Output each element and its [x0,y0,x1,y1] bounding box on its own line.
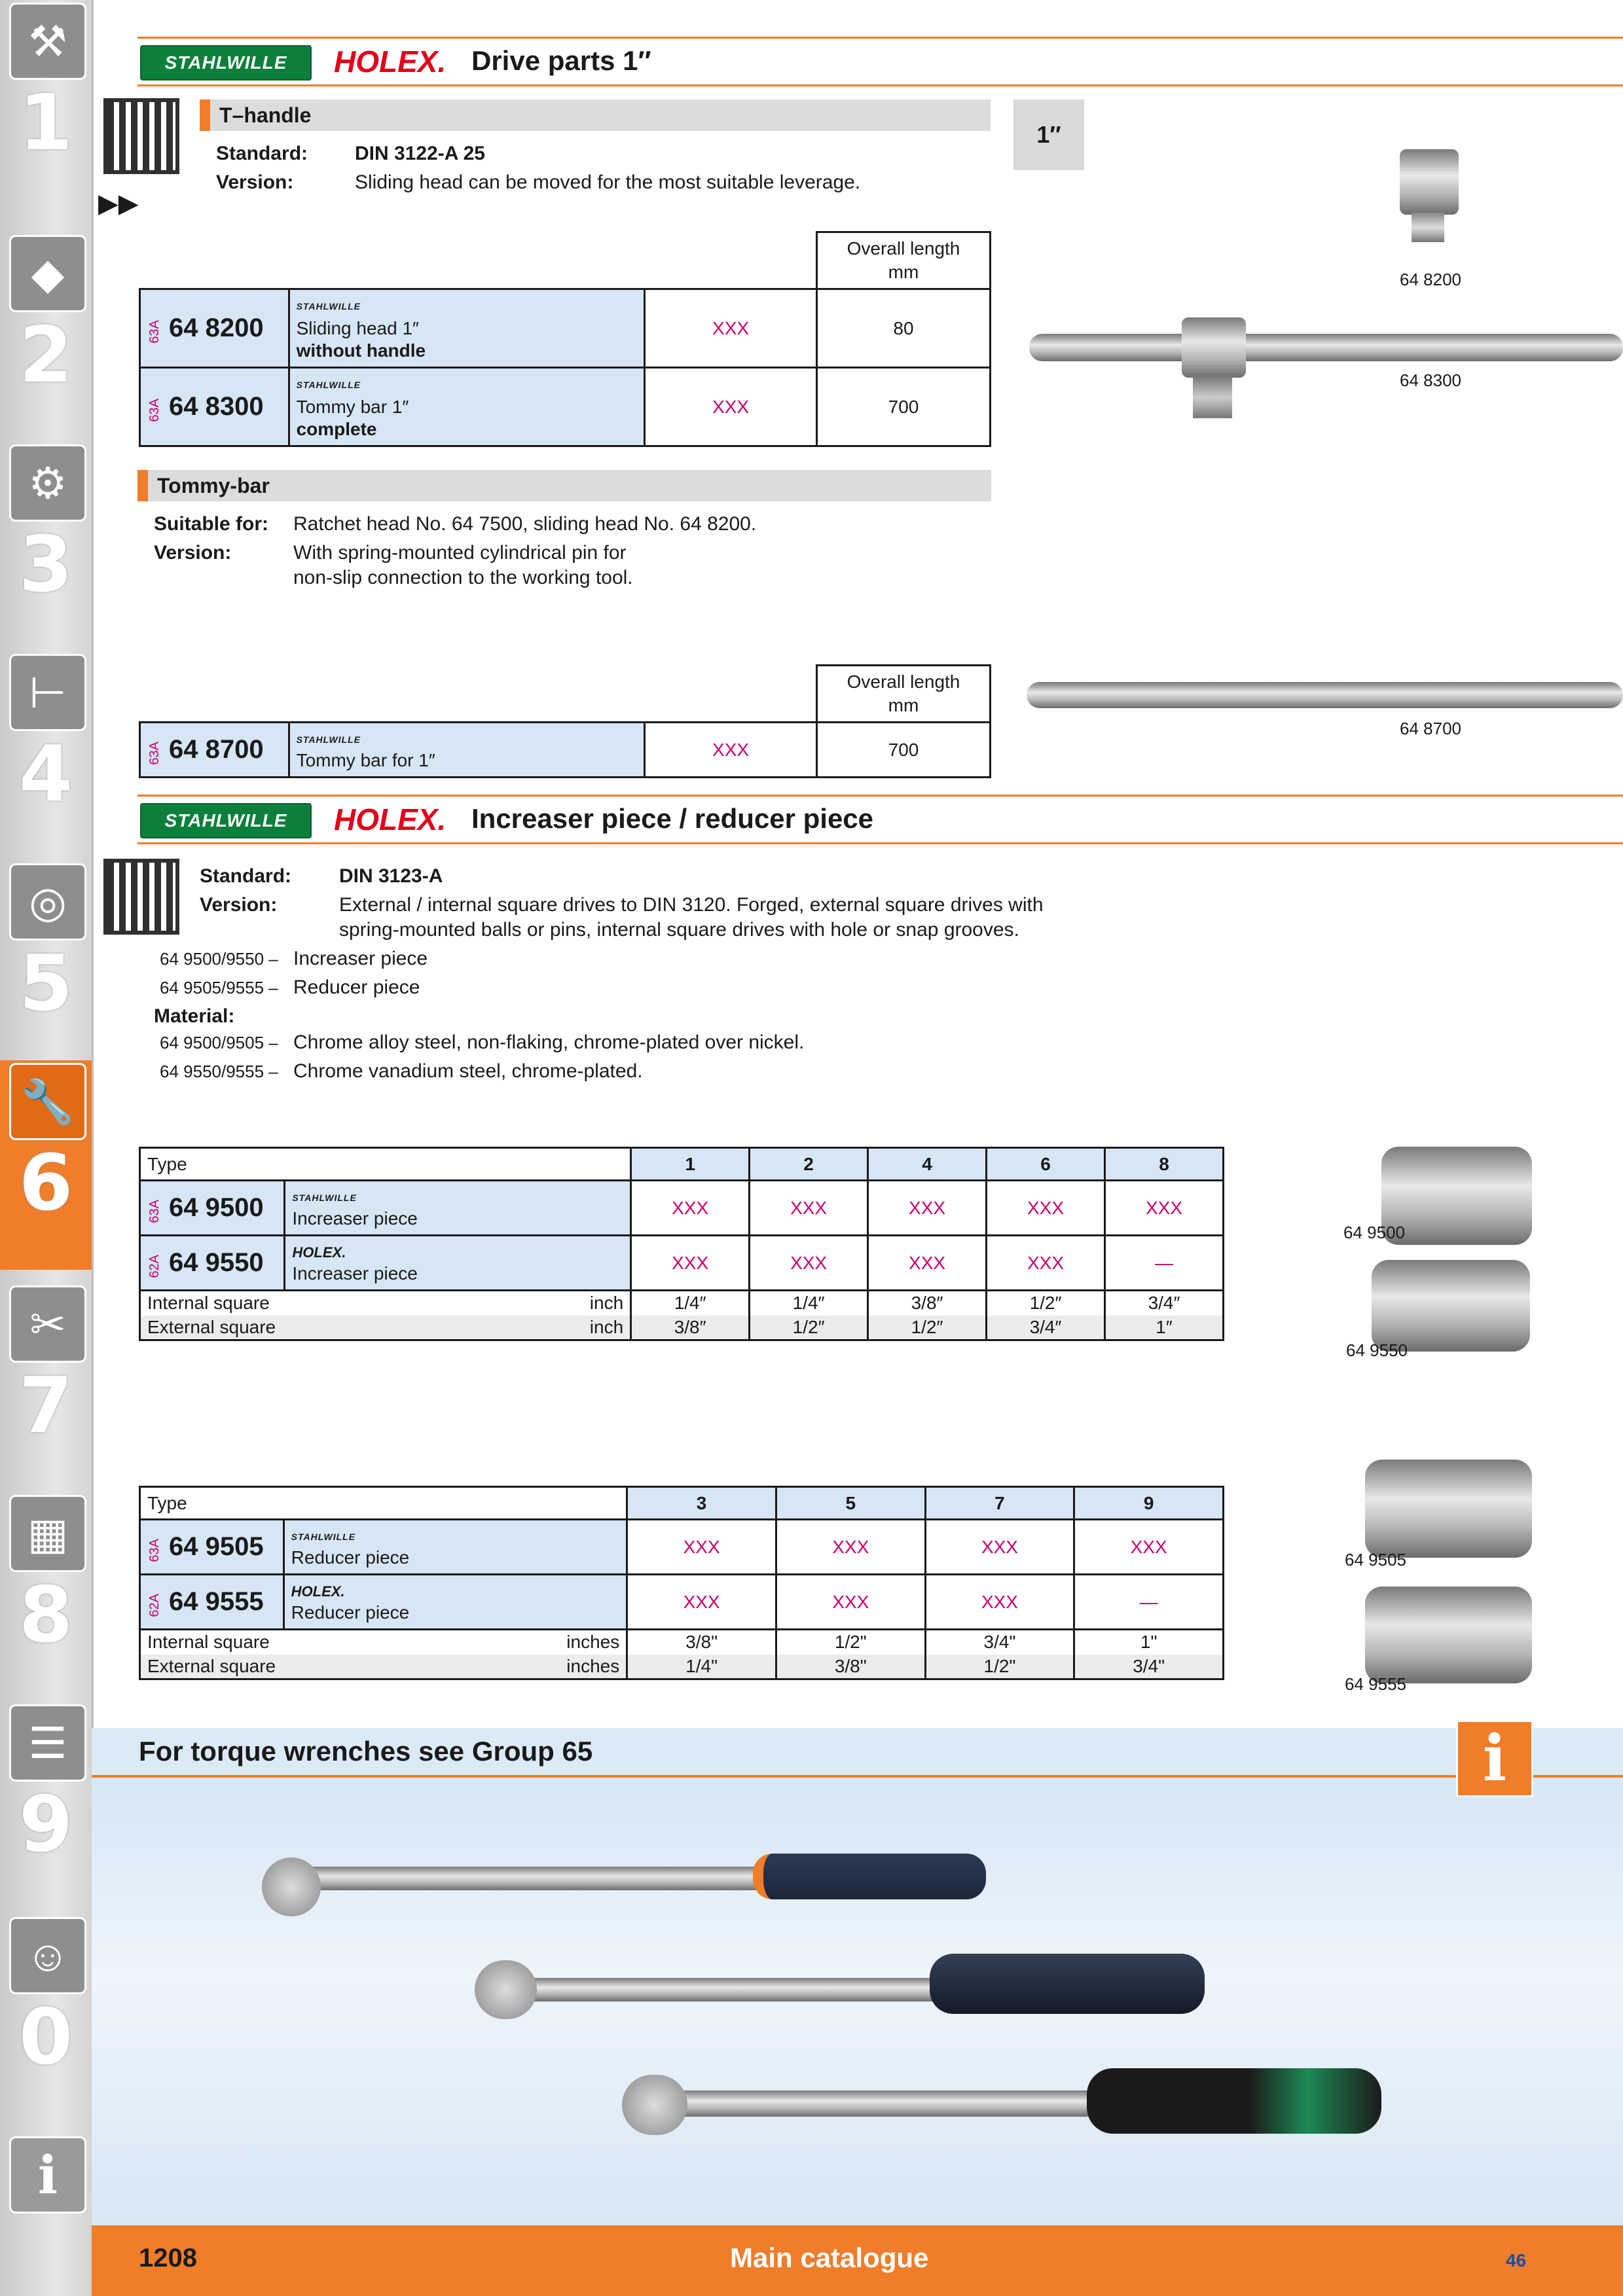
external-square: 3/4″ [987,1316,1105,1340]
fast-forward-icon[interactable]: ▶▶ [98,189,139,218]
version-value: Sliding head can be moved for the most suitable leverage. [355,171,861,193]
sidebar-group-4[interactable] [0,651,92,861]
sidebar-group-8[interactable] [0,1492,92,1702]
external-square: 1/2″ [868,1316,987,1340]
overall-length: 700 [816,368,990,446]
price-code: 63A [147,1538,162,1562]
image-label: 64 8300 [1400,370,1461,390]
description-bold: without handle [296,340,426,361]
price-code: 63A [147,741,162,765]
caliper-icon: ⊢ [29,668,67,717]
qr-code-icon[interactable] [103,859,179,935]
range-code: 64 9550/9555 – [160,1062,278,1081]
range-text: Increaser piece [293,948,428,969]
type-label: Type [140,1487,627,1520]
external-square-label: External square [147,1316,276,1337]
stahlwille-mini-logo: STAHLWILLE [291,1531,356,1542]
type-header: 1 [631,1148,750,1181]
table-row[interactable] [140,1236,1224,1291]
image-label: 64 9505 [1345,1550,1406,1570]
type-header: 7 [925,1487,1074,1520]
sidebar-group-info[interactable] [0,2134,92,2225]
price-code: 63A [147,319,162,344]
external-square: 1″ [1104,1316,1223,1340]
section-title: Increaser piece / reducer piece [471,803,874,834]
description: Tommy bar 1″ [296,396,409,417]
price: XXX [645,723,817,778]
thandle-bar: T–handle [200,99,991,131]
info-icon: i [37,2144,58,2206]
price: — [1074,1575,1224,1630]
price: XXX [631,1236,750,1291]
sidebar-group-number: 1 [18,77,73,168]
ratchet-head-icon [262,1857,321,1916]
price: XXX [750,1236,868,1291]
range-text: Chrome vanadium steel, chrome-plated. [293,1060,643,1082]
sidebar-group-number: 5 [18,938,73,1028]
table-row[interactable] [140,723,991,778]
standard-value: DIN 3123-A [339,865,443,887]
type-header: 9 [1074,1487,1224,1520]
image-label: 64 8200 [1400,270,1461,289]
info-icon[interactable]: i [1456,1720,1533,1797]
stahlwille-mini-logo: STAHLWILLE [292,1192,357,1203]
price: XXX [925,1520,1074,1575]
price: XXX [627,1575,776,1630]
description-bold: complete [296,418,377,439]
catalogue-title: Main catalogue [730,2242,929,2273]
external-square: 3/8" [776,1655,925,1679]
section-header-increaser [137,795,1623,844]
price-code: 63A [147,1199,162,1223]
type-label: Type [140,1148,631,1181]
stahlwille-mini-logo: STAHLWILLE [296,734,361,745]
sidebar-group-7[interactable] [0,1283,92,1492]
price-code: 63A [147,398,162,422]
torque-wrench-2-handle [930,1954,1205,2014]
price: XXX [750,1181,868,1236]
unit-label: inch [589,1293,624,1314]
external-square: 1/2" [925,1655,1074,1679]
sliding-head-on-bar [1182,317,1246,378]
drill-icon: ⚒ [28,17,67,65]
description: Increaser piece [292,1263,418,1283]
price: XXX [1074,1520,1224,1575]
reducer-table [139,1486,1224,1680]
saw-blade-icon: ◎ [29,878,67,926]
sidebar-group-number: 2 [18,310,73,400]
price: XXX [987,1181,1105,1236]
section-title: Drive parts 1″ [471,45,651,76]
sidebar-group-number: 9 [18,1779,73,1869]
version-label: Version: [154,542,232,564]
internal-square: 1/4″ [631,1291,750,1316]
increaser-table [139,1147,1224,1341]
standard-label: Standard: [216,143,308,164]
sidebar-group-number: 3 [18,519,73,609]
thandle-table [139,231,991,447]
type-header: 8 [1104,1148,1223,1181]
price-code: 62A [147,1593,162,1617]
description: Reducer piece [291,1547,410,1568]
holex-logo: HOLEX. [334,45,447,79]
type-header: 3 [627,1487,776,1520]
sidebar-group-3[interactable] [0,442,92,651]
safety-icon: ☺ [26,1931,70,1980]
version-line-1: External / internal square drives to DIN 3120. Forged, external square drives with [339,894,1044,916]
tommy-bar-bar: Tommy-bar [137,470,991,501]
article-number: 64 8300 [169,391,264,421]
sidebar-group-number: 8 [18,1570,73,1660]
image-label: 64 9555 [1345,1674,1406,1694]
price: XXX [627,1520,776,1575]
price: XXX [776,1575,925,1630]
internal-square-label: Internal square [147,1293,270,1314]
table-row[interactable] [140,1520,1224,1575]
tommy-bar-image [1027,682,1623,708]
sidebar-group-number: 4 [18,728,73,819]
description: Increaser piece [292,1208,418,1229]
external-square: 3/8″ [631,1316,750,1340]
sidebar-group-number: 0 [18,1992,73,2082]
price: XXX [631,1181,750,1236]
reducer-piece-image [1365,1460,1532,1558]
range-code: 64 9505/9555 – [160,978,278,997]
price: — [1104,1236,1223,1291]
description: Tommy bar for 1″ [296,749,435,770]
type-header: 5 [776,1487,925,1520]
version-line-2: non-slip connection to the working tool. [293,567,633,588]
tap-icon: ⚙ [28,459,67,507]
unit-label: inches [566,1655,620,1676]
image-label: 64 9550 [1346,1340,1408,1360]
article-number: 64 9505 [169,1532,264,1561]
holex-logo: HOLEX. [334,802,447,836]
torque-wrench-2-shaft [498,1978,969,2001]
range-code: 64 9500/9550 – [160,949,278,969]
internal-square: 1/4″ [750,1291,868,1316]
section-header-drive-parts [137,37,1623,86]
stahlwille-logo: STAHLWILLE [140,45,312,81]
external-square: 1/4" [627,1655,776,1679]
article-number: 64 8200 [169,313,264,342]
internal-square: 3/4" [925,1630,1074,1655]
sidebar-group-1[interactable] [0,0,92,209]
version-line-2: spring-mounted balls or pins, internal square drives with hole or snap grooves. [339,919,1019,941]
version-line-1: With spring-mounted cylindrical pin for [293,542,627,564]
sidebar-group-6[interactable] [0,1060,92,1270]
group-sidebar [0,0,94,2296]
standard-label: Standard: [200,865,292,887]
ratchet-head-icon [622,2075,687,2135]
range-text: Reducer piece [293,977,420,998]
type-header: 2 [750,1148,868,1181]
price: XXX [925,1575,1074,1630]
range-code: 64 9500/9505 – [160,1033,278,1052]
table-row[interactable] [140,1575,1224,1630]
ratchet-head-icon [475,1960,537,2019]
price: XXX [776,1520,925,1575]
torque-wrench-3-shaft [648,2090,1120,2117]
table-row[interactable] [140,1181,1224,1236]
internal-square: 1/2″ [987,1291,1105,1316]
price: XXX [868,1236,987,1291]
unit-label: inches [566,1632,620,1653]
tommy-bar-table [139,664,991,778]
sidebar-group-5[interactable] [0,861,92,1070]
version-label: Version: [200,894,278,916]
sidebar-group-2[interactable] [0,232,92,442]
toolbox-icon: ▦ [27,1509,69,1558]
banner-text: For torque wrenches see Group 65 [139,1736,593,1767]
holex-mini-logo: HOLEX. [292,1244,346,1261]
standard-value: DIN 3122-A 25 [355,143,485,164]
internal-square: 3/8" [627,1630,776,1655]
description: Reducer piece [291,1602,410,1623]
description: Sliding head 1″ [296,317,419,338]
suitable-value: Ratchet head No. 64 7500, sliding head No. 64 8200. [293,513,757,535]
image-label: 64 9500 [1343,1223,1405,1242]
external-square-label: External square [147,1655,276,1676]
type-header: 6 [987,1148,1105,1181]
torque-wrench-banner [92,1728,1623,2225]
internal-square: 1" [1074,1630,1224,1655]
overall-length: 700 [816,723,990,778]
table-row[interactable] [140,289,991,368]
reducer-piece-holex-image [1365,1587,1532,1683]
article-number: 64 9555 [169,1587,264,1616]
internal-square: 1/2" [776,1630,925,1655]
material-label: Material: [154,1005,235,1027]
insert-icon: ◆ [31,249,65,298]
stahlwille-logo: STAHLWILLE [140,803,312,838]
torque-wrench-1-shaft [275,1867,773,1890]
type-header: 4 [868,1148,987,1181]
torque-wrench-1-handle [753,1854,986,1899]
internal-square-label: Internal square [147,1632,270,1653]
sidebar-group-number: 7 [18,1360,73,1450]
overall-length-header: Overall length mm [816,232,990,289]
price-code: 62A [147,1254,162,1278]
wrench-icon: 🔧 [20,1077,75,1126]
sidebar-group-0[interactable] [0,1914,92,2124]
internal-square: 3/4″ [1104,1291,1223,1316]
sidebar-group-9[interactable] [0,1702,92,1911]
article-number: 64 9550 [169,1247,264,1277]
price: XXX [645,289,817,368]
qr-code-icon[interactable] [103,98,179,174]
sliding-head-square [1412,213,1444,242]
internal-square: 3/8″ [868,1291,987,1316]
overall-length: 80 [816,289,990,368]
suitable-label: Suitable for: [154,513,269,535]
group-number: 46 [1506,2250,1527,2270]
drive-square [1193,376,1232,418]
external-square: 1/2″ [750,1316,868,1340]
price: XXX [987,1236,1105,1291]
price: XXX [868,1181,987,1236]
overall-length-header: Overall length mm [816,666,990,723]
sliding-head-image [1400,149,1459,215]
increaser-piece-holex-image [1372,1260,1530,1352]
page-number: 1208 [139,2244,197,2272]
version-label: Version: [216,171,294,193]
drive-size-badge: 1″ [1013,99,1084,170]
holex-mini-logo: HOLEX. [291,1583,345,1600]
stahlwille-mini-logo: STAHLWILLE [296,300,361,312]
external-square: 3/4" [1074,1655,1224,1679]
page-footer [92,2225,1623,2296]
range-text: Chrome alloy steel, non-flaking, chrome-plated over nickel. [293,1031,805,1053]
banner-bar [92,1728,1623,1778]
sidebar-group-number: 6 [18,1138,73,1228]
table-row[interactable] [140,368,991,446]
unit-label: inch [589,1316,624,1337]
article-number: 64 8700 [169,734,264,764]
image-label: 64 8700 [1400,719,1461,738]
price: XXX [645,368,817,446]
price: XXX [1104,1181,1223,1236]
tommy-bar-complete-image [1029,334,1623,361]
pliers-icon: ✂ [29,1300,66,1348]
article-number: 64 9500 [169,1193,264,1222]
stahlwille-mini-logo: STAHLWILLE [296,379,361,390]
torque-wrench-3-handle [1087,2068,1381,2134]
cabinet-icon: ☰ [28,1719,67,1767]
